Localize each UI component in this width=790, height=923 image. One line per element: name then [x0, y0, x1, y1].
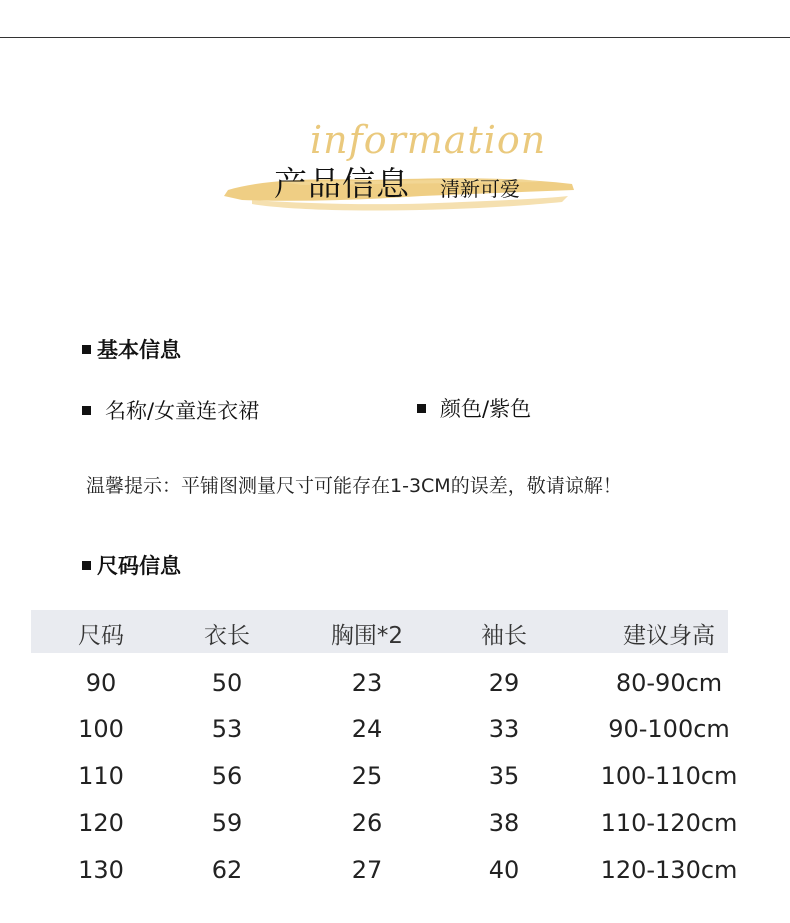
column-header-sleeve: 袖长 — [481, 623, 527, 649]
chest-cell: 24 — [351, 715, 383, 743]
product-name-label: 名称/女童连衣裙 — [105, 399, 260, 423]
size-cell: 110 — [78, 762, 124, 790]
column-header-chest: 胸围*2 — [330, 623, 404, 649]
sleeve-cell: 35 — [488, 762, 520, 790]
chest-cell: 26 — [351, 809, 383, 837]
column-header-size: 尺码 — [78, 623, 124, 649]
length-cell: 50 — [211, 669, 243, 697]
height-cell: 120-130cm — [600, 856, 738, 884]
product-color-item — [417, 393, 531, 423]
size-cell: 100 — [78, 715, 124, 743]
chest-cell: 23 — [351, 669, 383, 697]
square-bullet-icon — [82, 406, 91, 415]
page-title: 产品信息 — [274, 164, 410, 203]
title-banner — [222, 118, 578, 228]
sleeve-cell: 29 — [488, 669, 520, 697]
size-info-heading — [82, 550, 181, 580]
top-divider — [0, 37, 790, 38]
table-row — [31, 715, 790, 755]
size-cell: 130 — [78, 856, 124, 884]
length-cell: 56 — [211, 762, 243, 790]
length-cell: 62 — [211, 856, 243, 884]
script-word-decoration: information — [310, 118, 547, 162]
sleeve-cell: 33 — [488, 715, 520, 743]
chest-cell: 27 — [351, 856, 383, 884]
measurement-notice: 温馨提示：平铺图测量尺寸可能存在1-3CM的误差，敬请谅解！ — [86, 475, 622, 497]
height-cell: 90-100cm — [608, 715, 730, 743]
square-bullet-icon — [417, 404, 426, 413]
basic-info-heading-label: 基本信息 — [97, 338, 181, 362]
height-cell: 100-110cm — [600, 762, 738, 790]
table-row — [31, 669, 790, 709]
square-bullet-icon — [82, 345, 91, 354]
basic-info-heading — [82, 334, 181, 364]
size-info-heading-label: 尺码信息 — [97, 554, 181, 578]
column-header-height: 建议身高 — [623, 623, 715, 649]
square-bullet-icon — [82, 561, 91, 570]
height-cell: 110-120cm — [600, 809, 738, 837]
page-subtitle: 清新可爱 — [440, 177, 520, 201]
length-cell: 59 — [211, 809, 243, 837]
sleeve-cell: 40 — [488, 856, 520, 884]
table-header-row — [31, 610, 790, 650]
chest-cell: 25 — [351, 762, 383, 790]
table-row — [31, 762, 790, 802]
height-cell: 80-90cm — [615, 669, 723, 697]
length-cell: 53 — [211, 715, 243, 743]
size-cell: 120 — [78, 809, 124, 837]
column-header-length: 衣长 — [204, 623, 250, 649]
product-name-item — [82, 395, 259, 425]
table-row — [31, 809, 790, 849]
size-cell: 90 — [85, 669, 117, 697]
sleeve-cell: 38 — [488, 809, 520, 837]
table-row — [31, 856, 790, 896]
product-color-label: 颜色/紫色 — [440, 397, 532, 421]
